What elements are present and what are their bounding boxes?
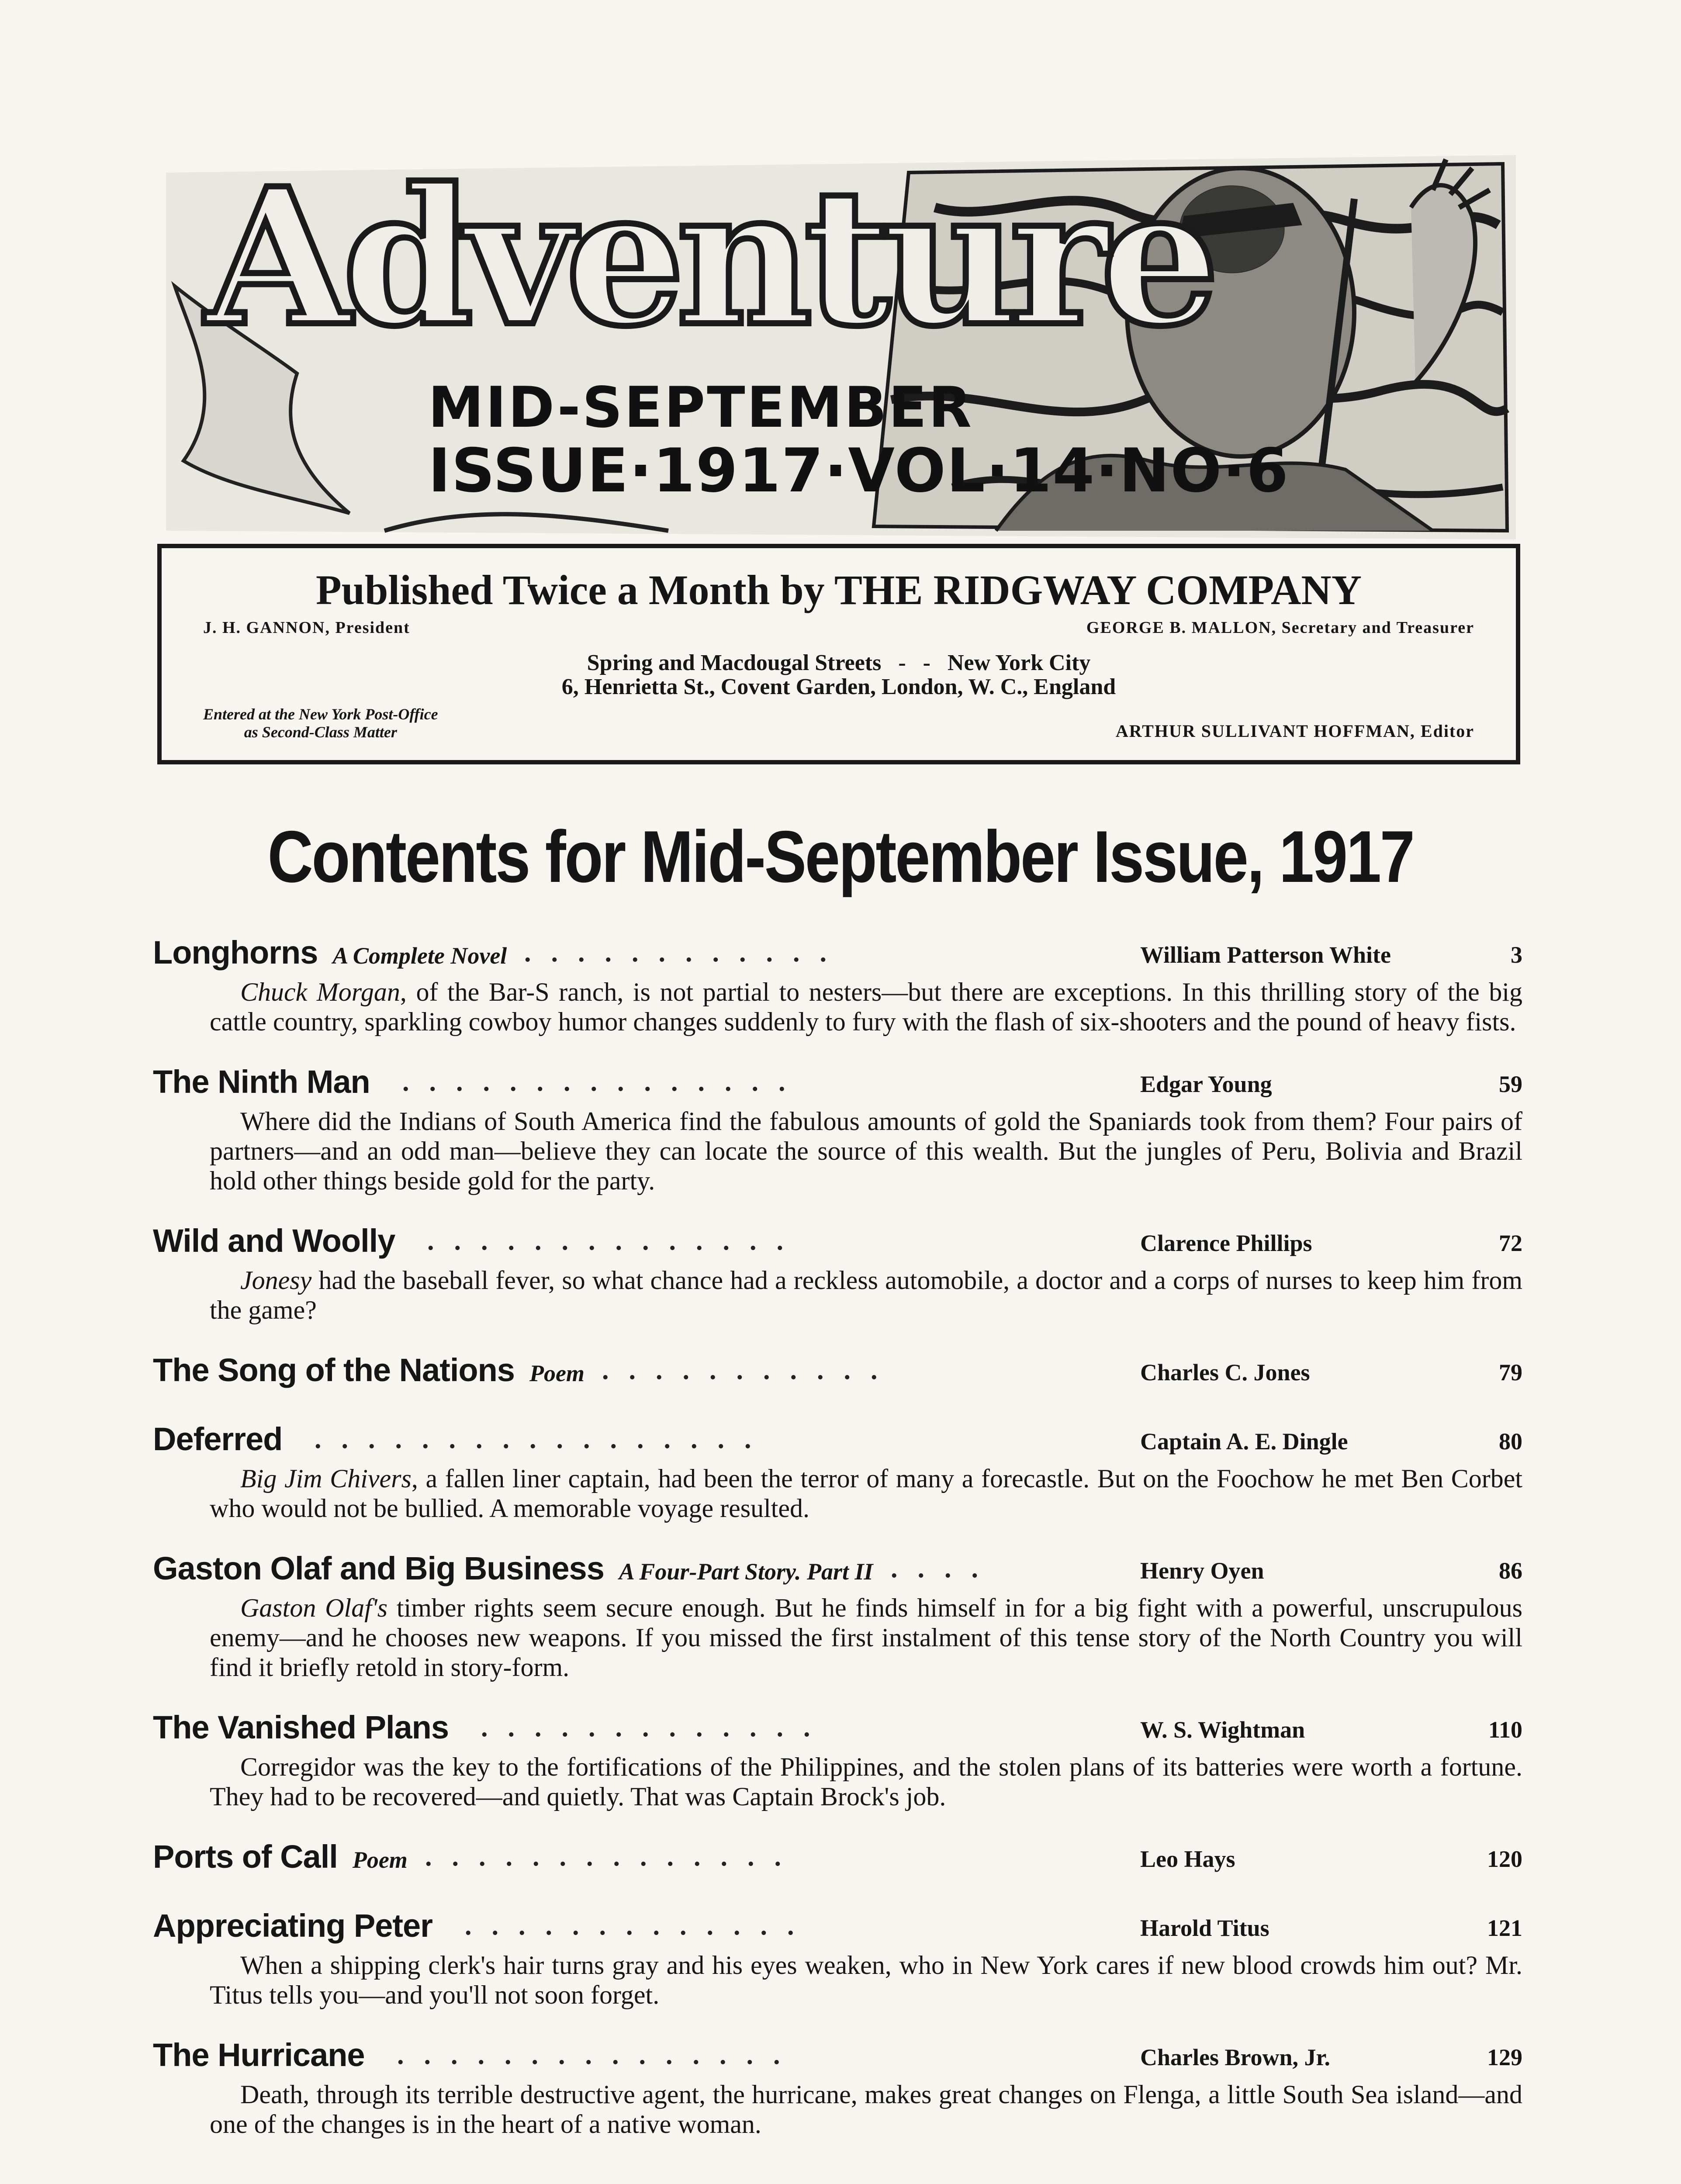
entry-heading-line [153, 2035, 1522, 2079]
entry-description-text: Corregidor was the key to the fortifications of the Philippines, and the stolen plans of its batteries were worth a fortune. They had to be recovered—and quietly. That was Captain Brock's job. [210, 1752, 1522, 1811]
entry-author: Clarence Phillips [1140, 1230, 1312, 1256]
contents-entry [153, 1350, 1522, 1394]
dot-leader: ............... [397, 2040, 800, 2070]
dot-leader: ............. [481, 1713, 830, 1742]
entry-author: Captain A. E. Dingle [1140, 1428, 1348, 1455]
address-line-1: Spring and Macdougal Streets - - New York City [587, 650, 1091, 675]
entry-author: Harold Titus [1140, 1915, 1269, 1941]
entry-description [153, 1593, 1522, 1682]
entry-heading-line [153, 1221, 1522, 1265]
entry-tag: Poem [529, 1360, 585, 1386]
issue-line-2: ISSUE·1917·VOL·14·NO·6 [428, 435, 1289, 506]
entry-heading-line [153, 1707, 1522, 1751]
postal-entry-line-1: Entered at the New York Post-Office [203, 705, 438, 723]
entry-heading-line [153, 1350, 1522, 1394]
entry-title: The Ninth Man [153, 1064, 370, 1100]
entry-author: Edgar Young [1140, 1071, 1272, 1097]
entry-description-text: , of the Bar-S ranch, is not partial to nesters—but there are exceptions. In this thrilling story of the big cattle country, sparkling cowboy humor changes suddenly to fury with the flash of six-shooters and the pound of heavy fists. [210, 978, 1522, 1036]
entry-description [153, 977, 1522, 1037]
entry-heading-line [153, 1837, 1522, 1880]
entry-description-emphasis: Jonesy [240, 1266, 312, 1295]
dot-leader: ............... [402, 1067, 806, 1097]
contents-entry [153, 1062, 1522, 1196]
president-line: J. H. GANNON, President [203, 619, 410, 637]
dot-leader: ........... [602, 1355, 898, 1385]
publisher-address [162, 651, 1516, 699]
entry-page-number: 121 [1487, 1915, 1522, 1941]
entry-heading-line [153, 1548, 1522, 1592]
entry-description [153, 1752, 1522, 1811]
publisher-title: Published Twice a Month by THE RIDGWAY COMPANY [315, 567, 1362, 613]
contents-entry [153, 1837, 1522, 1880]
contents-entry [153, 933, 1522, 1037]
contents-entry [153, 1548, 1522, 1682]
dot-leader: ................. [315, 1424, 771, 1454]
contents-entry [153, 1906, 1522, 2010]
entry-description-text: When a shipping clerk's hair turns gray and his eyes weaken, who in New York cares if new blood crowds him out? Mr. Titus tells you—and you'll not soon forget. [210, 1951, 1522, 2009]
entry-title: Ports of Call Poem [153, 1838, 408, 1875]
entry-heading-line [153, 1419, 1522, 1463]
entry-description [153, 1464, 1522, 1523]
contents-entry [153, 1707, 1522, 1811]
entry-page-number: 79 [1499, 1359, 1522, 1386]
contents-list [153, 933, 1522, 2164]
entry-description [153, 1950, 1522, 2010]
issue-line-1: MID-SEPTEMBER [428, 375, 973, 440]
entry-tag: A Four-Part Story. Part II [619, 1559, 873, 1585]
contents-heading: Contents for Mid-September Issue, 1917 [267, 816, 1414, 898]
entry-description-emphasis: Gaston Olaf's [240, 1593, 388, 1622]
entry-title: The Hurricane [153, 2037, 365, 2073]
magazine-wordmark: Adventure [205, 147, 1211, 368]
entry-author: Henry Oyen [1140, 1558, 1264, 1584]
contents-entry [153, 1419, 1522, 1523]
entry-title: Appreciating Peter [153, 1908, 432, 1944]
entry-author: William Patterson White [1140, 942, 1391, 968]
masthead-illustration [166, 147, 1516, 539]
entry-title: Deferred [153, 1421, 283, 1457]
contents-entry [153, 1221, 1522, 1325]
secretary-line: GEORGE B. MALLON, Secretary and Treasurer [1086, 619, 1474, 637]
entry-description-text: Where did the Indians of South America find the fabulous amounts of gold the Spaniards took from them? Four pairs of partners—and an odd man—believe they can locate the source of this wealth. But the jungles of Peru, Bolivia and Brazil hold other things beside gold for the party. [210, 1107, 1522, 1195]
entry-description-emphasis: Chuck Morgan [240, 978, 400, 1006]
entry-author: Leo Hays [1140, 1846, 1235, 1872]
issue-banner [428, 375, 1289, 506]
publisher-box [157, 544, 1520, 764]
entry-tag: A Complete Novel [332, 943, 507, 969]
dot-leader: .... [891, 1554, 998, 1583]
contents-entry [153, 2035, 1522, 2139]
entry-description [153, 2080, 1522, 2139]
dot-leader: .............. [425, 1842, 801, 1872]
entry-page-number: 3 [1511, 942, 1522, 968]
entry-description-text: Death, through its terrible destructive agent, the hurricane, makes great changes on Flenga, a little South Sea island—and one of the changes is in the heart of a native woman. [210, 2080, 1522, 2139]
entry-heading-line [153, 1062, 1522, 1106]
entry-description-text: , a fallen liner captain, had been the terror of many a forecastle. But on the Foochow he met Ben Corbet who would not be bullied. A memorable voyage resulted. [210, 1464, 1522, 1523]
entry-page-number: 72 [1499, 1230, 1522, 1256]
entry-page-number: 110 [1488, 1717, 1522, 1743]
entry-title: Gaston Olaf and Big Business A Four-Part Story. Part II [153, 1550, 873, 1586]
entry-title: The Song of the Nations Poem [153, 1352, 585, 1388]
entry-description-text: had the baseball fever, so what chance had a reckless automobile, a doctor and a corps of nurses to keep him from the game? [210, 1266, 1522, 1324]
dot-leader: ............. [465, 1911, 814, 1941]
entry-title: Longhorns A Complete Novel [153, 934, 507, 971]
entry-page-number: 80 [1499, 1428, 1522, 1455]
entry-heading-line [153, 933, 1522, 976]
entry-title: Wild and Woolly [153, 1223, 395, 1259]
entry-page-number: 120 [1487, 1846, 1522, 1872]
dot-leader: ............ [524, 938, 847, 968]
entry-description-emphasis: Big Jim Chivers [240, 1464, 412, 1493]
entry-author: Charles Brown, Jr. [1140, 2044, 1331, 2070]
entry-description [153, 1106, 1522, 1196]
entry-page-number: 59 [1499, 1071, 1522, 1097]
entry-author: W. S. Wightman [1140, 1717, 1305, 1743]
entry-description-text: timber rights seem secure enough. But he finds himself in for a big fight with a powerful, unscrupulous enemy—and he chooses new weapons. If you missed the first instalment of this tense story of the North Country you will find it briefly retold in story-form. [210, 1593, 1523, 1682]
postal-entry-line-2: as Second-Class Matter [244, 723, 397, 741]
entry-heading-line [153, 1906, 1522, 1949]
postal-entry-note [203, 705, 438, 742]
entry-description [153, 1265, 1522, 1325]
address-line-2: 6, Henrietta St., Covent Garden, London, W. C., England [561, 674, 1116, 700]
entry-page-number: 86 [1499, 1558, 1522, 1584]
entry-tag: Poem [352, 1847, 408, 1873]
entry-author: Charles C. Jones [1140, 1359, 1310, 1386]
entry-page-number: 129 [1487, 2044, 1522, 2070]
editor-line: ARTHUR SULLIVANT HOFFMAN, Editor [1115, 721, 1474, 741]
entry-title: The Vanished Plans [153, 1709, 449, 1745]
dot-leader: .............. [427, 1226, 803, 1256]
